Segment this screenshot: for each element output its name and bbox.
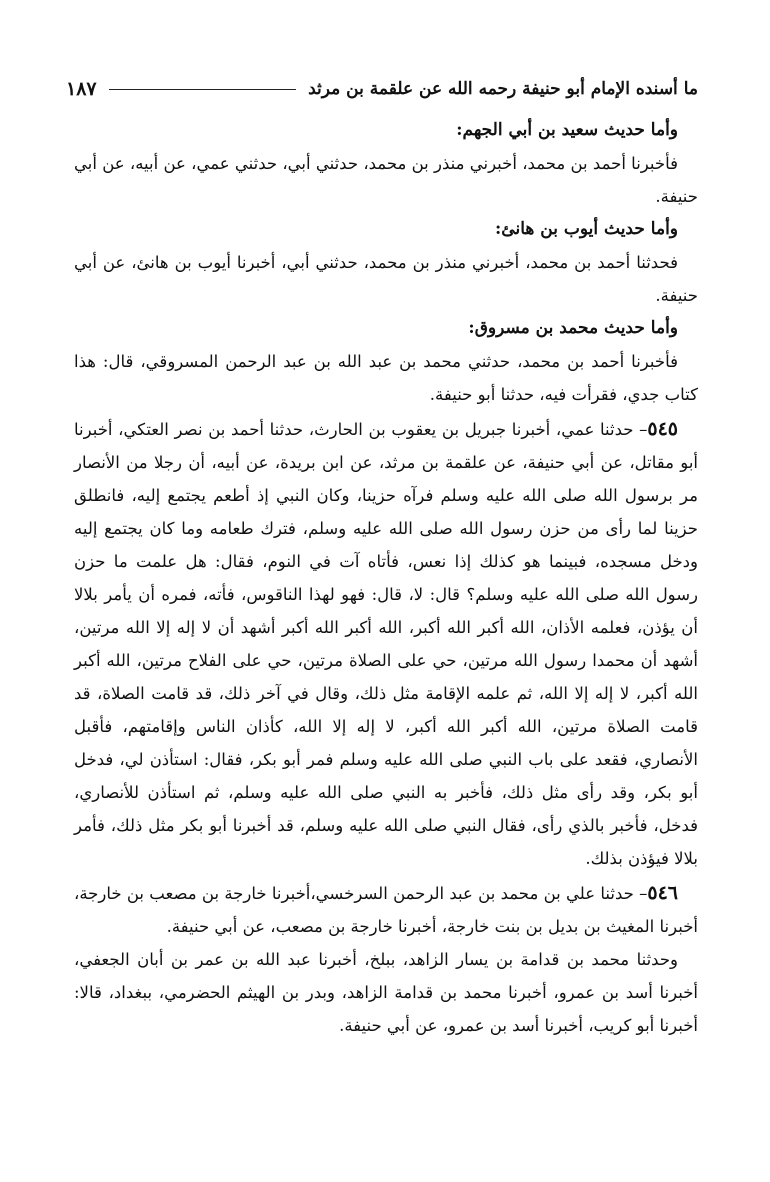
section-text: فأخبرنا أحمد بن محمد، حدثني محمد بن عبد الله بن عبد الرحمن المسروقي، قال: هذا كتاب جدي، فقرأت فيه، حدثنا أبو حنيفة. [74,352,698,404]
header-rule [109,89,297,90]
section-heading: وأما حديث أيوب بن هانئ: [495,219,678,239]
section-text: فحدثنا أحمد بن محمد، أخبرني منذر بن محمد، حدثني أبي، أخبرنا أيوب بن هانئ، عن أبي حنيفة. [74,253,698,305]
hadith-number: ٥٤٥ [647,418,678,440]
hadith-paragraph [74,877,698,943]
page-number: ١٨٧ [66,78,97,100]
page-body [74,114,698,1042]
running-header [66,74,698,104]
hadith-continuation: وحدثنا محمد بن قدامة بن يسار الزاهد، ببلخ، أخبرنا عبد الله بن عمر بن أبان الجعفي، أخبرنا أسد بن عمرو، أخبرنا محمد بن قدامة الزاهد، وبدر بن الهيثم الحضرمي، ببغداد، قالا: أخبرنا أبو كريب، أخبرنا أسد بن عمرو، عن أبي حنيفة. [74,950,698,1035]
section-heading: وأما حديث سعيد بن أبي الجهم: [456,120,678,140]
hadith-paragraph [74,413,698,875]
header-title: ما أسنده الإمام أبو حنيفة رحمه الله عن علقمة بن مرثد [308,79,698,99]
section-text: فأخبرنا أحمد بن محمد، أخبرني منذر بن محمد، حدثني أبي، حدثني عمي، عن أبيه، عن أبي حنيفة. [74,154,698,206]
hadith-text: – حدثنا علي بن محمد بن عبد الرحمن السرخسي،أخبرنا خارجة بن مصعب بن خارجة، أخبرنا المغيث بن بديل بن بنت خارجة، أخبرنا خارجة بن مصعب، عن أبي حنيفة. [74,884,698,936]
hadith-number: ٥٤٦ [647,882,678,904]
hadith-text: – حدثنا عمي، أخبرنا جبريل بن يعقوب بن الحارث، حدثنا أحمد بن نصر العتكي، أخبرنا أبو مقاتل، عن أبي حنيفة، عن علقمة بن مرثد، عن ابن بريدة، عن أبيه، أن رجلا من الأنصار مر برسول الله صلى الله عليه وسلم فرآه حزينا، وكان النبي إذ أطعم يجتمع إليه، فانطلق حزينا لما رأى من حزن رسول الله صلى الله عليه وسلم، فترك طعامه وما كان يجتمع إليه ودخل مسجده، فبينما هو كذلك إذا نعس، فأتاه آت في النوم، فقال: هل علمت ما حزن رسول الله صلى الله عليه وسلم؟ قال: لا، قال: فهو لهذا الناقوس، فأته، فمره أن يأمر بلالا أن يؤذن، فعلمه الأذان، الله أكبر الله أكبر، الله أكبر الله أكبر أشهد أن لا إله إلا الله مرتين، أشهد أن محمدا رسول الله مرتين، حي على الصلاة مرتين، حي على الفلاح مرتين، الله أكبر الله أكبر، لا إله إلا الله، ثم علمه الإقامة مثل ذلك، وقال في آخر ذلك، قد قامت الصلاة، قد قامت الصلاة مرتين، الله أكبر الله أكبر، لا إله إلا الله، كأذان الناس وإقامتهم، فأقبل الأنصاري، فقعد على باب النبي صلى الله عليه وسلم فمر أبو بكر، فقال: استأذن لي، فدخل أبو بكر، وقد رأى مثل ذلك، فأخبر به النبي صلى الله عليه وسلم، ثم استأذن للأنصاري، فدخل، فأخبر بالذي رأى، فقال النبي صلى الله عليه وسلم، قد أخبرنا أبو بكر مثل ذلك، فأمر بلالا فيؤذن بذلك. [74,420,698,868]
section-heading: وأما حديث محمد بن مسروق: [468,318,678,338]
